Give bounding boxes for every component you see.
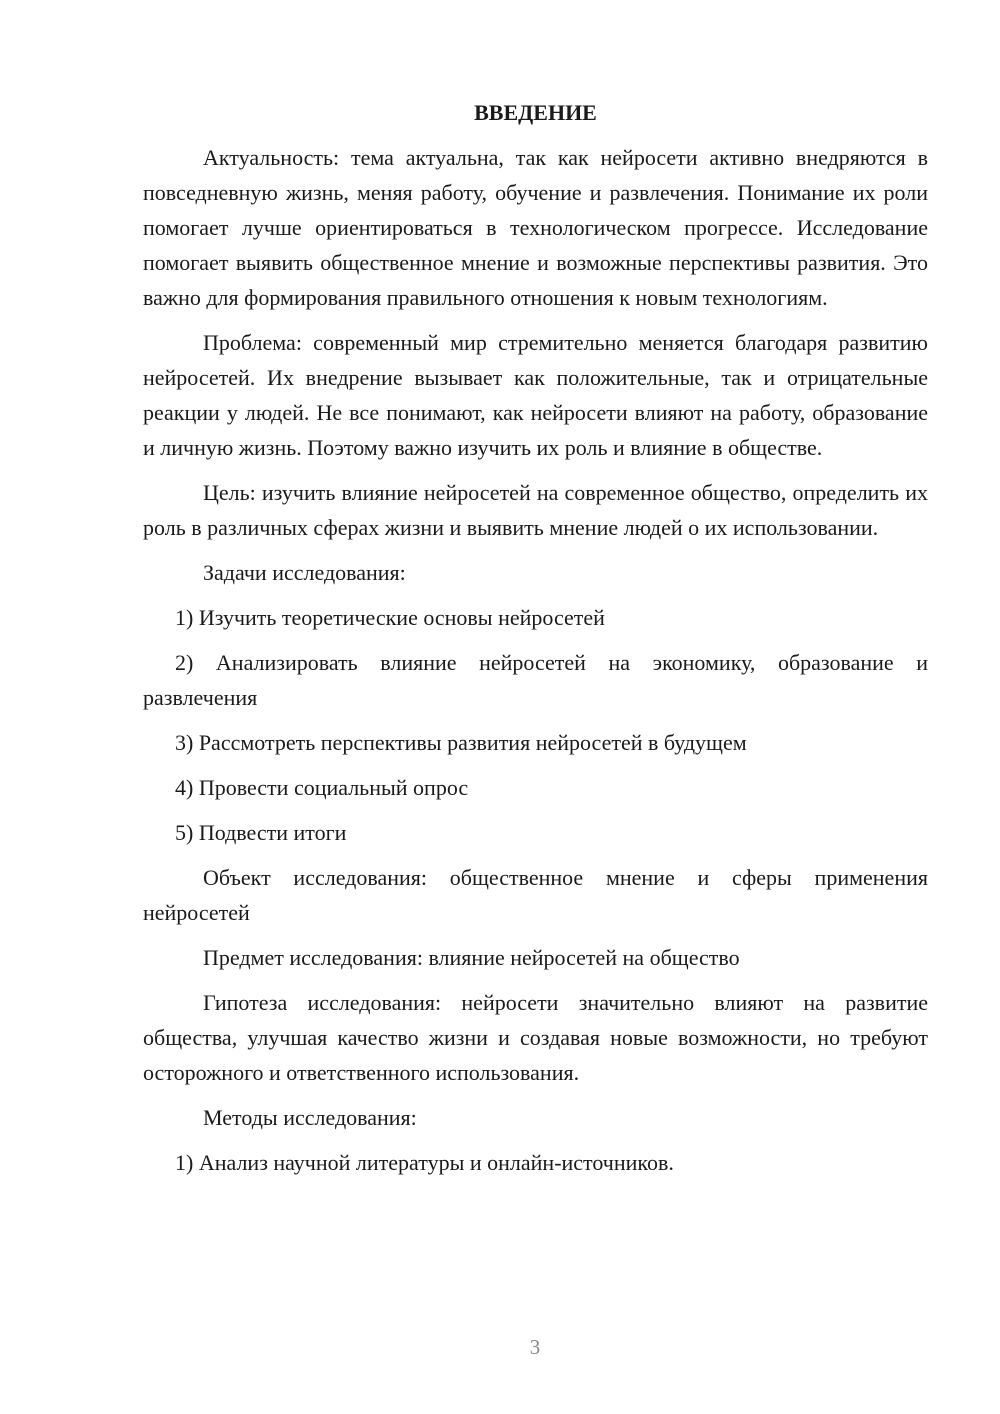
section-title: ВВЕДЕНИЕ <box>474 100 597 125</box>
research-object-paragraph: Объект исследования: общественное мнение и сферы применения нейросетей <box>143 865 928 925</box>
relevance-paragraph: Актуальность: тема актуальна, так как нейросети активно внедряются в повседневную жизнь, меняя работу, обучение и развлечения. Понимание их роли помогает лучше ориентироваться в технологическом прогрессе. Исследование помогает выявить общественное мнение и возможные перспективы развития. Это важно для формирования правильного отношения к новым технологиям. <box>143 145 928 310</box>
methods-heading: Методы исследования: <box>203 1105 417 1130</box>
task-item-4: 4) Провести социальный опрос <box>175 775 469 800</box>
task-item-3: 3) Рассмотреть перспективы развития нейросетей в будущем <box>175 730 747 755</box>
research-subject-paragraph: Предмет исследования: влияние нейросетей на общество <box>203 945 740 970</box>
task-item-2: 2) Анализировать влияние нейросетей на экономику, образование и развлечения <box>143 650 928 710</box>
task-item-5: 5) Подвести итоги <box>175 820 347 845</box>
page-number: 3 <box>529 1335 541 1359</box>
tasks-heading: Задачи исследования: <box>203 560 406 585</box>
document-page <box>143 95 928 1190</box>
problem-paragraph: Проблема: современный мир стремительно меняется благодаря развитию нейросетей. Их внедрение вызывает как положительные, так и отрицательные реакции у людей. Не все понимают, как нейросети влияют на работу, образование и личную жизнь. Поэтому важно изучить их роль и влияние в обществе. <box>143 330 928 460</box>
goal-paragraph: Цель: изучить влияние нейросетей на современное общество, определить их роль в различных сферах жизни и выявить мнение людей о их использовании. <box>143 480 928 540</box>
task-item-1: 1) Изучить теоретические основы нейросетей <box>175 605 605 630</box>
hypothesis-paragraph: Гипотеза исследования: нейросети значительно влияют на развитие общества, улучшая качество жизни и создавая новые возможности, но требуют осторожного и ответственного использования. <box>143 990 928 1085</box>
method-item-1: 1) Анализ научной литературы и онлайн-источников. <box>175 1150 674 1175</box>
